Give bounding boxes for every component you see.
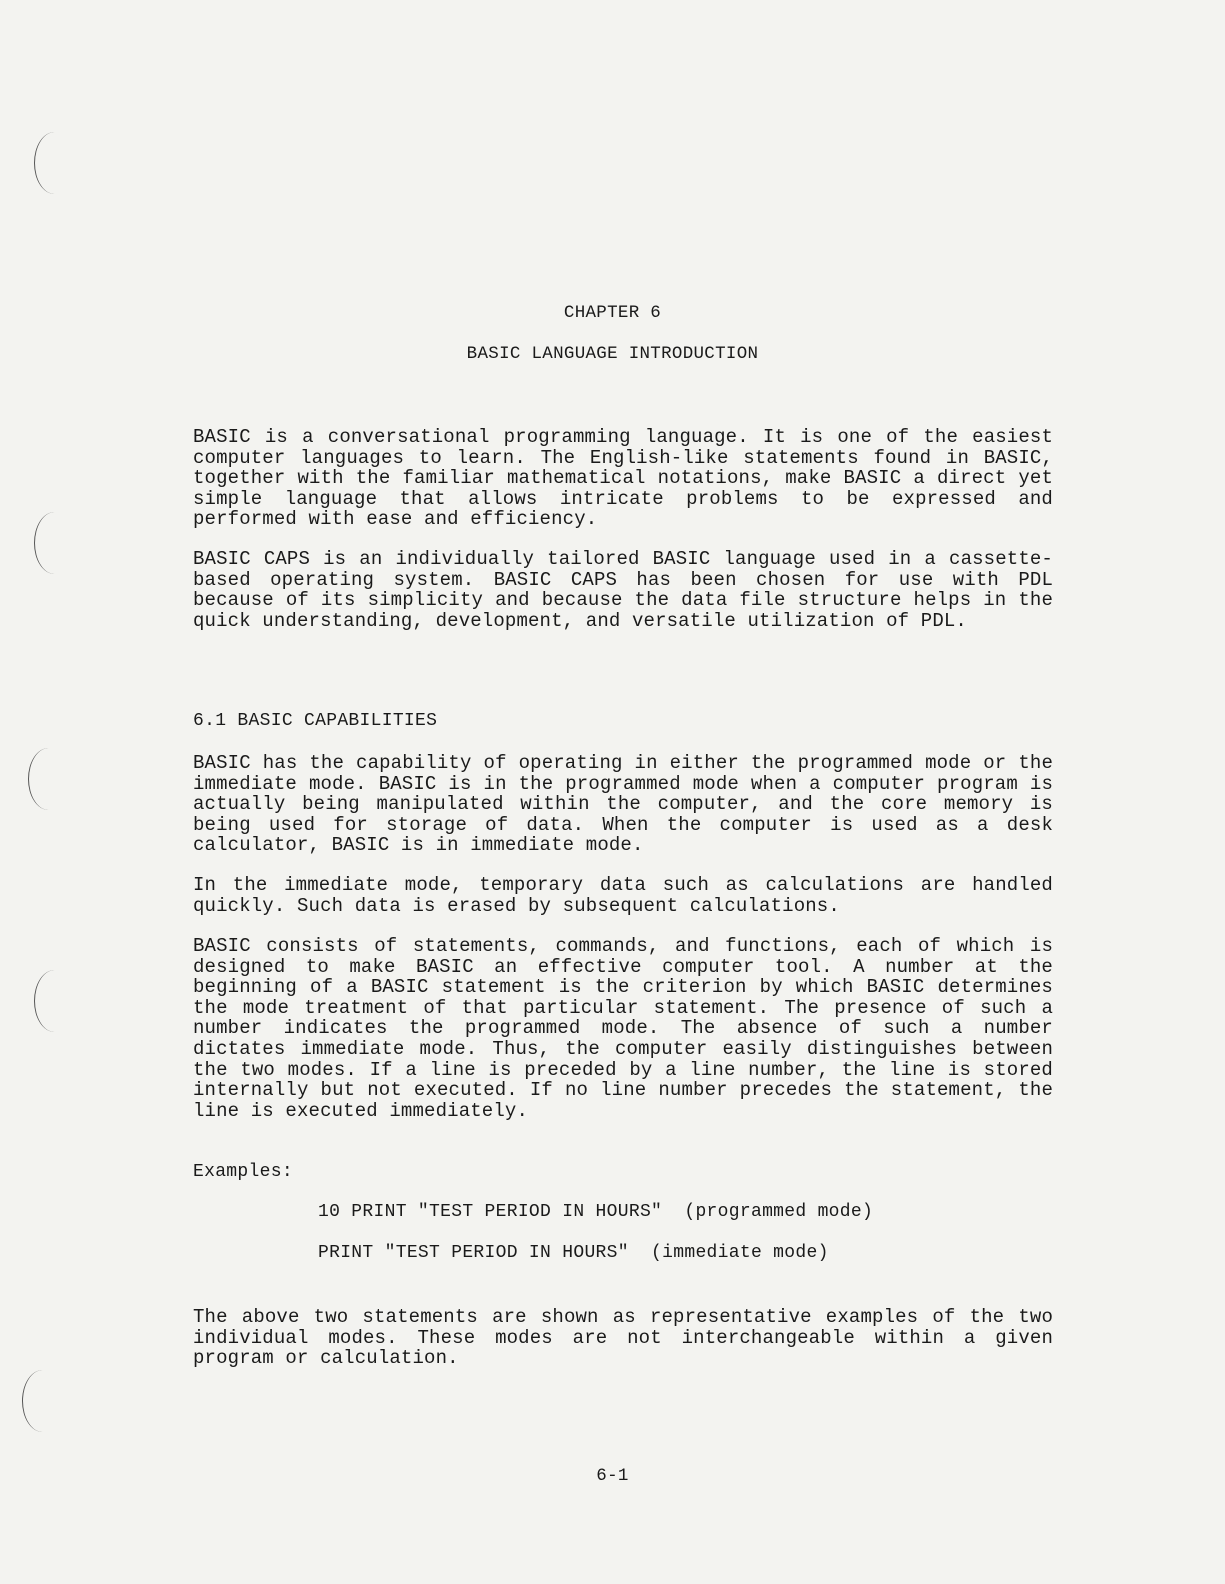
examples-label: Examples:	[193, 1162, 293, 1182]
example-programmed-mode: 10 PRINT "TEST PERIOD IN HOURS" (programmed mode)	[318, 1202, 874, 1222]
example-immediate-mode: PRINT "TEST PERIOD IN HOURS" (immediate mode)	[318, 1243, 829, 1263]
binder-mark	[22, 1370, 63, 1432]
closing-paragraph: The above two statements are shown as representative examples of the two individual modes. These modes are not interchangeable within a given program or calculation.	[193, 1306, 1053, 1370]
section-paragraph-1: BASIC has the capability of operating in either the programmed mode or the immediate mode. BASIC is in the programmed mode when a computer program is actually being manipulated within the computer, and the core memory is being used for storage of data. When the computer is used as a desk calculator, BASIC is in immediate mode.	[193, 752, 1053, 857]
section-paragraph-3: BASIC consists of statements, commands, and functions, each of which is designed to make BASIC an effective computer tool. A number at the beginning of a BASIC statement is the criterion by which BASIC determines the mode treatment of that particular statement. The presence of such a number indicates the programmed mode. The absence of such a number dictates immediate mode. Thus, the computer easily distinguishes between the two modes. If a line is preceded by a line number, the line is stored internally but not executed. If no line number precedes the statement, the line is executed immediately.	[193, 935, 1053, 1122]
binder-mark	[34, 970, 75, 1032]
section-heading: 6.1 BASIC CAPABILITIES	[193, 711, 438, 731]
binder-mark	[34, 512, 75, 574]
page-number: 6-1	[596, 1466, 629, 1486]
binder-mark	[28, 748, 69, 810]
chapter-title: BASIC LANGUAGE INTRODUCTION	[466, 344, 759, 364]
chapter-number: CHAPTER 6	[563, 303, 662, 323]
binder-mark	[34, 132, 75, 194]
intro-paragraph-1: BASIC is a conversational programming language. It is one of the easiest computer languages to learn. The English-like statements found in BASIC, together with the familiar mathematical notations, make BASIC a direct yet simple language that allows intricate problems to be expressed and performed with ease and efficiency.	[193, 426, 1053, 531]
intro-paragraph-2: BASIC CAPS is an individually tailored BASIC language used in a cassette-based operating system. BASIC CAPS has been chosen for use with PDL because of its simplicity and because the data file structure helps in the quick understanding, development, and versatile utilization of PDL.	[193, 548, 1053, 632]
section-paragraph-2: In the immediate mode, temporary data such as calculations are handled quickly. Such data is erased by subsequent calculations.	[193, 874, 1053, 917]
